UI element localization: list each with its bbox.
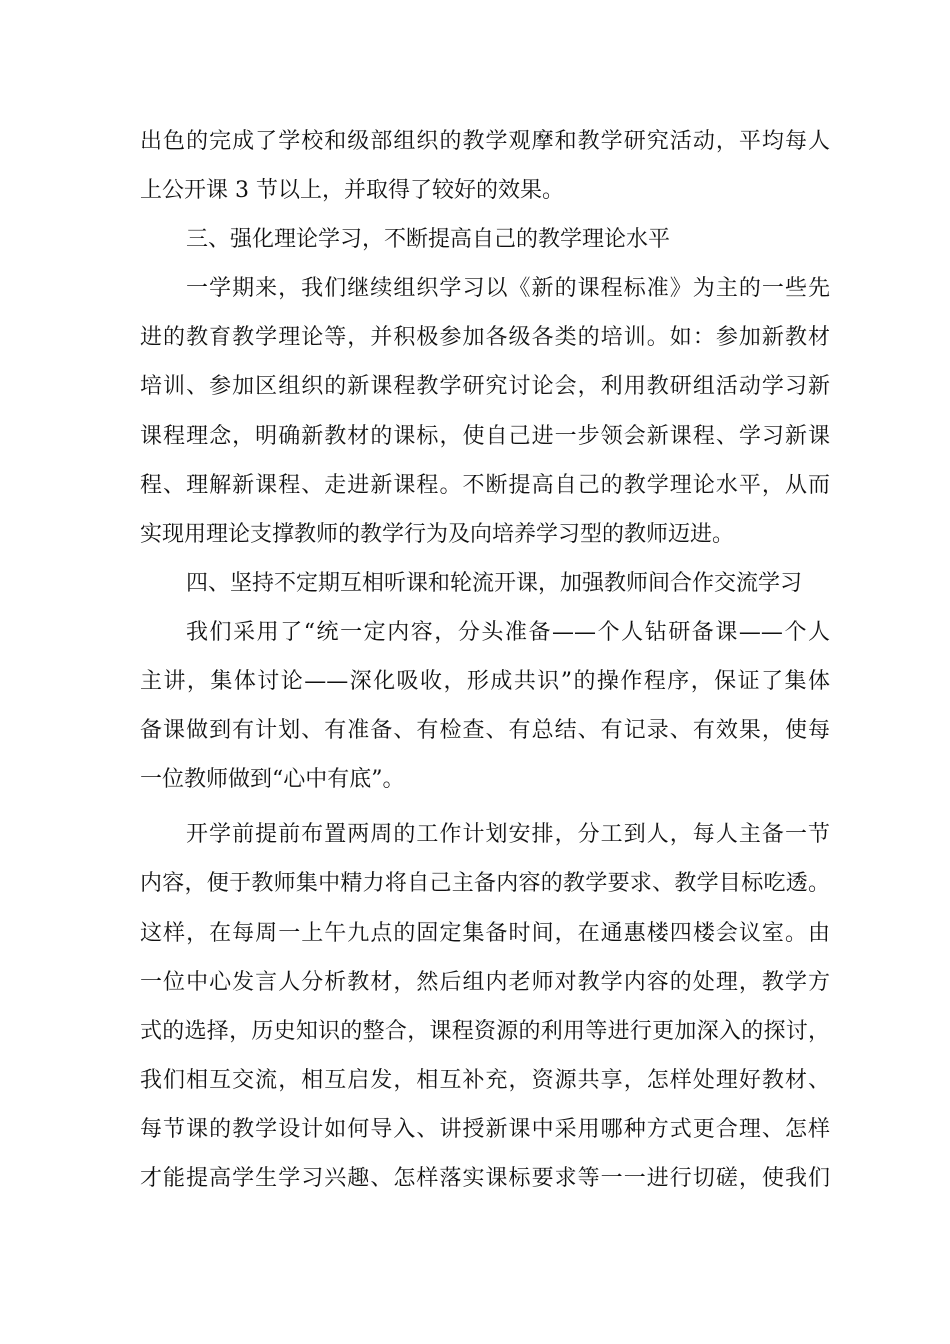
text-line: 一位中心发言人分析教材，然后组内老师对教学内容的处理，教学方 <box>140 969 830 995</box>
text-line: 我们相互交流，相互启发，相互补充，资源共享，怎样处理好教材、 <box>140 1067 830 1093</box>
text-line: 一学期来，我们继续组织学习以《新的课程标准》为主的一些先 <box>186 276 830 302</box>
text-line: 备课做到有计划、有准备、有检查、有总结、有记录、有效果，使每 <box>140 718 830 744</box>
paragraph <box>140 264 830 559</box>
text-line: 这样，在每周一上午九点的固定集备时间，在通惠楼四楼会议室。由 <box>140 920 830 946</box>
text-line: 进的教育教学理论等，并积极参加各级各类的培训。如：参加新教材 <box>140 325 830 351</box>
text-line: 课程理念，明确新教材的课标，使自己进一步领会新课程、学习新课 <box>140 423 830 449</box>
paragraph <box>140 810 830 1203</box>
section-heading: 四、坚持不定期互相听课和轮流开课，加强教师间合作交流学习 <box>186 570 803 596</box>
text-line: 才能提高学生学习兴趣、怎样落实课标要求等一一进行切磋，使我们 <box>140 1165 830 1191</box>
text-line: 上公开课 3 节以上，并取得了较好的效果。 <box>140 178 564 204</box>
text-line: 式的选择，历史知识的整合，课程资源的利用等进行更加深入的探讨， <box>140 1018 830 1044</box>
text-line: 主讲，集体讨论——深化吸收，形成共识”的操作程序，保证了集体 <box>140 669 830 695</box>
text-line: 我们采用了“统一定内容，分头准备——个人钻研备课——个人 <box>186 619 830 645</box>
paragraph <box>140 117 830 215</box>
text-line: 一位教师做到“心中有底”。 <box>140 767 405 793</box>
text-line: 出色的完成了学校和级部组织的教学观摩和教学研究活动，平均每人 <box>140 129 830 154</box>
document-body <box>140 117 830 1203</box>
paragraph <box>140 608 830 804</box>
text-line: 程、理解新课程、走进新课程。不断提高自己的教学理论水平，从而 <box>140 472 830 498</box>
text-line: 内容，便于教师集中精力将自己主备内容的教学要求、教学目标吃透。 <box>140 871 830 897</box>
text-line: 每节课的教学设计如何导入、讲授新课中采用哪种方式更合理、怎样 <box>140 1116 830 1142</box>
text-line: 实现用理论支撑教师的教学行为及向培养学习型的教师迈进。 <box>140 521 735 547</box>
section-heading: 三、强化理论学习，不断提高自己的教学理论水平 <box>186 227 671 253</box>
text-line: 培训、参加区组织的新课程教学研究讨论会，利用教研组活动学习新 <box>140 374 830 400</box>
text-line: 开学前提前布置两周的工作计划安排，分工到人，每人主备一节 <box>186 822 830 848</box>
